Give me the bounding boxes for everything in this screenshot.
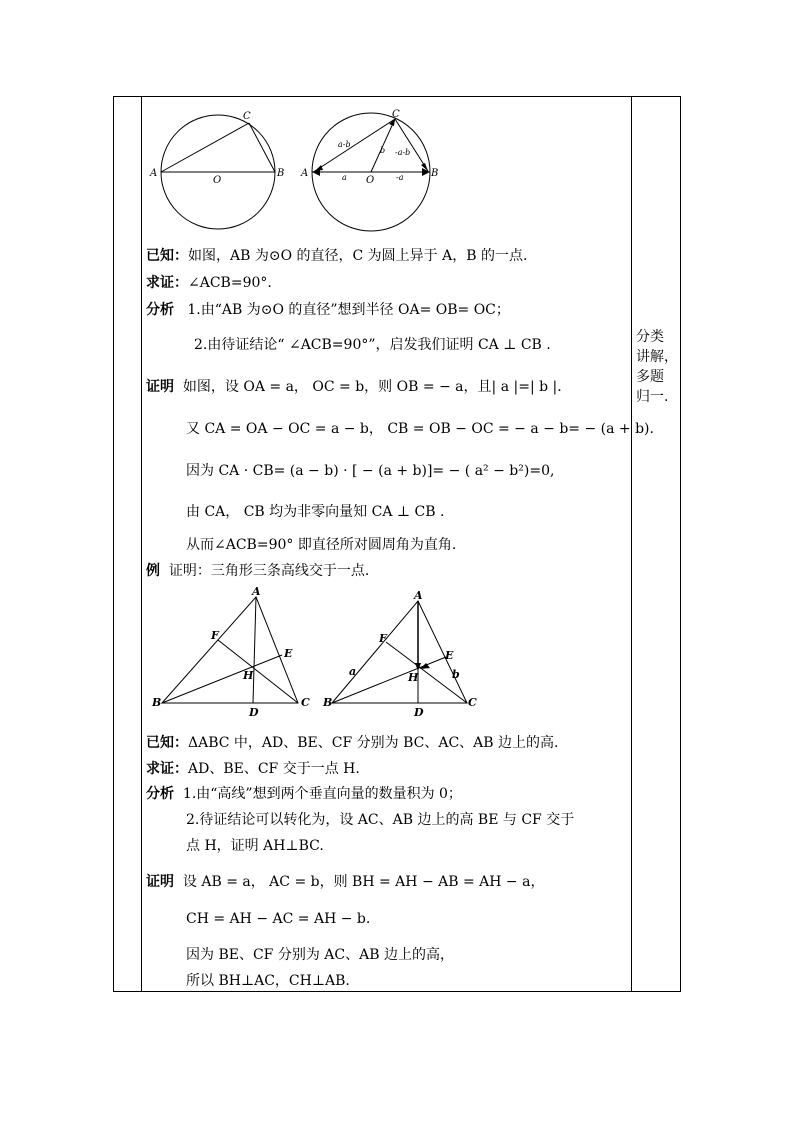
proof-line-5 (186, 534, 456, 554)
analysis-label: 分析 (146, 302, 174, 318)
proof2-line-1 (146, 871, 544, 891)
proof-label: 证明 (146, 874, 174, 890)
given-line (146, 245, 527, 265)
label-b: b (452, 668, 460, 681)
analysis-text: 2.由待证结论“ ∠ACB=90°”，启发我们证明 CA ⊥ CB . (194, 337, 551, 353)
example-text: 证明：三角形三条高线交于一点. (168, 563, 370, 579)
side-note-line: 分类 (636, 329, 664, 345)
label-b: b (380, 146, 386, 155)
circle-figure (145, 105, 445, 235)
label-H: H (243, 669, 254, 682)
proof2-line-4 (186, 970, 350, 990)
given-line-2 (146, 732, 558, 752)
side-note-line: 多题 (636, 369, 664, 385)
label-C: C (468, 696, 477, 709)
label-H: H (408, 671, 419, 684)
proof-text: 因为 CA · CB= (a − b) · [ − (a + b)]= − ( a² − b²)=0, (186, 463, 555, 479)
column-divider-left (141, 97, 142, 991)
given-label: 已知： (146, 735, 188, 751)
analysis-text: 点 H，证明 AH⊥BC. (186, 838, 324, 854)
label-E: E (445, 649, 454, 662)
prove-line (146, 272, 272, 292)
label-a-minus-b: a-b (338, 140, 351, 149)
label-B: B (277, 168, 285, 179)
label-neg-a-minus-b: -a-b (395, 148, 411, 157)
analysis-text: 1.由“高线”想到两个垂直向量的数量积为 0； (182, 786, 462, 802)
label-A: A (301, 168, 309, 179)
analysis2-line-2 (186, 809, 574, 829)
proof-text: 设 AB = a， AC = b，则 BH = AH − AB = AH − a， (182, 874, 545, 890)
proof-label: 证明 (146, 379, 174, 395)
proof2-line-2 (186, 911, 370, 927)
label-O: O (213, 175, 222, 186)
proof-text: 从而∠ACB=90° 即直径所对圆周角为直角. (186, 537, 457, 553)
proof-text: 如图，设 OA = a， OC = b，则 OB = − a，且| a |=| b |. (182, 379, 562, 395)
label-A: A (150, 168, 158, 179)
proof-text: 又 CA = OA − OC = a − b， CB = OB − OC = − a − b= − (a + b). (186, 421, 654, 437)
triangle-left (151, 585, 310, 719)
label-B: B (431, 168, 439, 179)
proof-line-4 (186, 501, 444, 521)
label-A: A (252, 585, 261, 598)
label-F: F (211, 629, 219, 642)
proof-line-3 (186, 460, 554, 480)
label-D: D (249, 706, 259, 719)
label-A: A (414, 589, 423, 602)
circle-left (149, 111, 284, 229)
analysis-label: 分析 (146, 786, 174, 802)
triangle-right (322, 589, 477, 719)
label-O: O (366, 175, 375, 186)
analysis-line-1 (146, 299, 510, 319)
proof-line-1 (146, 376, 562, 396)
prove-text: ∠ACB=90°. (188, 275, 272, 291)
analysis-line-2 (194, 334, 551, 354)
proof-text: 所以 BH⊥AC，CH⊥AB. (186, 973, 350, 989)
label-a: a (349, 665, 357, 678)
proof-text: 因为 BE、CF 分别为 AC、AB 边上的高， (186, 947, 454, 963)
proof-line-2 (186, 418, 654, 438)
label-C: C (392, 109, 400, 120)
label-C: C (301, 696, 310, 709)
column-divider-right (631, 97, 632, 991)
prove-text: AD、BE、CF 交于一点 H. (188, 761, 360, 777)
label-E: E (284, 647, 293, 660)
circle-right (300, 109, 438, 231)
side-note-line: 讲解， (636, 349, 678, 365)
label-C: C (243, 111, 251, 122)
example-line (146, 560, 369, 580)
proof-text: 由 CA， CB 均为非零向量知 CA ⊥ CB . (186, 504, 445, 520)
side-note-line: 归一. (636, 389, 669, 405)
analysis2-line-1 (146, 783, 462, 803)
given-text: ΔABC 中，AD、BE、CF 分别为 BC、AC、AB 边上的高. (188, 735, 559, 751)
proof2-line-3 (186, 944, 454, 964)
example-label: 例 (146, 563, 160, 579)
prove-label: 求证： (146, 761, 188, 777)
label-F: F (379, 632, 387, 645)
given-label: 已知： (146, 248, 188, 264)
triangle-figure (150, 585, 485, 720)
label-B: B (323, 696, 333, 709)
prove-line-2 (146, 758, 360, 778)
side-note (636, 327, 676, 407)
prove-label: 求证： (146, 275, 188, 291)
label-neg-a: -a (396, 173, 404, 182)
label-a: a (342, 173, 347, 182)
analysis-text: 2.待证结论可以转化为，设 AC、AB 边上的高 BE 与 CF 交于 (186, 812, 575, 828)
label-B: B (152, 696, 162, 709)
analysis2-line-3 (186, 835, 324, 855)
label-D: D (414, 706, 424, 719)
analysis-text: 1.由“AB 为⊙O 的直径”想到半径 OA= OB= OC； (187, 302, 510, 318)
given-text: 如图，AB 为⊙O 的直径，C 为圆上异于 A，B 的一点. (188, 248, 528, 264)
proof-text: CH = AH − AC = AH − b. (186, 911, 371, 927)
